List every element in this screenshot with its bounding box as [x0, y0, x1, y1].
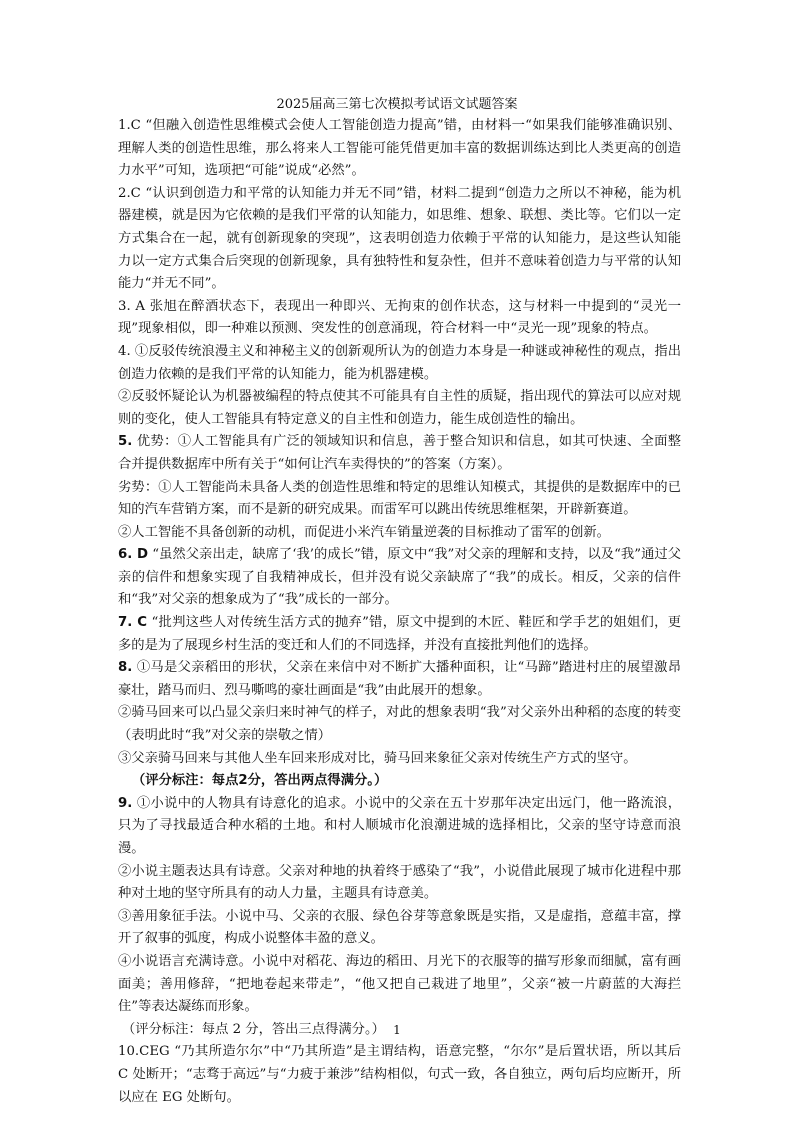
scoring-note-9: （评分标注：每点 2 分，答出三点得满分。）	[122, 1021, 385, 1037]
answer-4-point-1: 4. ①反驳传统浪漫主义和神秘主义的创新观所认为的创造力本身是一种谜或神秘性的观点，指出创造力依赖的是我们平常的认知能力，能为机器建模。	[118, 343, 681, 382]
answer-9-point-1-text: ①小说中的人物具有诗意化的追求。小说中的父亲在五十岁那年决定出远门，他一路流浪，只为了寻找最适合种水稻的土地。和村人顺城市化浪潮进城的选择相比，父亲的坚守诗意而浪漫。	[118, 795, 681, 856]
answer-1: 1.C “但融入创造性思维模式会使人工智能创造力提高”错，由材料一“如果我们能够准确识别、理解人类的创造性思维，那么将来人工智能可能凭借更加丰富的数据训练达到比人类更高的创造力水平”可知，选项把“可能”说成“必然”。	[118, 118, 681, 179]
answer-9-point-4: ④小说语言充满诗意。小说中对稻花、海边的稻田、月光下的衣服等的描写形象而细腻，富有画面美；善用修辞，“把地卷起来带走”，“他又把自己栽进了地里”，父亲“被一片蔚蓝的大海拦住”等表达凝练而形象。	[118, 953, 681, 1015]
page-number: 1	[393, 1023, 401, 1037]
answer-4-point-2: ②反驳怀疑论认为机器被编程的特点使其不可能具有自主性的质疑，指出现代的算法可以应对规则的变化，使人工智能具有特定意义的自主性和创造力，能生成创造性的输出。	[118, 389, 681, 427]
answer-7-text: “批判这些人对传统生活方式的抛弃”错，原文中提到的木匠、鞋匠和学手艺的姐姐们，更多的是为了展现乡村生活的变迁和人们的不同选择，并没有直接批判他们的选择。	[118, 615, 681, 653]
answer-8-point-2: ②骑马回来可以凸显父亲归来时神气的样子，对此的想象表明“我”对父亲外出种稻的态度的转变（表明此时“我”对父亲的崇敬之情）	[118, 705, 681, 744]
answer-5-number: 5.	[118, 434, 133, 450]
answer-5-disadvantage-2: ②人工智能不具备创新的动机，而促进小米汽车销量逆袭的目标推动了雷军的创新。	[118, 524, 610, 540]
answer-9-number: 9.	[118, 795, 133, 811]
answer-2: 2.C “认识到创造力和平常的认知能力并无不同”错，材料二提到“创造力之所以不神秘，能为机器建模，就是因为它依赖的是我们平常的认知能力，如思维、想象、联想、类比等。它们以一定方式集合在一起，就有创新现象的突现”，这表明创造力依赖于平常的认知能力，是这些认知能力以一定方式集合后突现的创新现象，具有独特性和复杂性，但并不意味着创造力与平常的认知能力“并无不同”。	[118, 185, 681, 292]
answer-9-point-3: ③善用象征手法。小说中马、父亲的衣服、绿色谷芽等意象既是实指，又是虚指，意蕴丰富，撑开了叙事的弧度，构成小说整体丰盈的意义。	[118, 908, 681, 947]
answer-8-point-1	[118, 657, 681, 702]
answer-7	[118, 612, 681, 657]
answer-9-point-1	[118, 793, 681, 861]
answer-7-number: 7. C	[118, 615, 147, 631]
answer-6	[118, 544, 681, 612]
answer-5-disadvantage-1: 劣势：①人工智能尚未具备人类的创造性思维和特定的思维认知模式，其提供的是数据库中的已知的汽车营销方案，而不是新的研究成果。而雷军可以跳出传统思维框架，开辟新赛道。	[118, 479, 681, 518]
answer-8-number: 8.	[118, 660, 133, 676]
scoring-note-8: （评分标注：每点2分，答出两点得满分。）	[132, 773, 388, 789]
answer-body	[118, 115, 681, 1109]
answer-8-point-1-text: ①马是父亲稻田的形状，父亲在来信中对不断扩大播种面积，让“马蹄”踏进村庄的展望激昂豪壮，踏马而归、烈马嘶鸣的豪壮画面是“我”由此展开的想象。	[118, 660, 681, 698]
answer-5-advantage	[118, 431, 681, 476]
answer-6-text: “虽然父亲出走，缺席了‘我’的成长”错，原文中“我”对父亲的理解和支持，以及“我”通过父亲的信件和想象实现了自我精神成长，但并没有说父亲缺席了“我”的成长。相反，父亲的信件和“我”对父亲的想象成为了“我”成长的一部分。	[118, 547, 681, 608]
answer-5-advantage-text: 优势：①人工智能具有广泛的领域知识和信息，善于整合知识和信息，如其可快速、全面整合并提供数据库中所有关于“如何让汽车卖得快的”的答案（方案）。	[118, 434, 681, 472]
answer-8-point-3: ③父亲骑马回来与其他人坐车回来形成对比，骑马回来象征父亲对传统生产方式的坚守。	[118, 750, 637, 766]
answer-9-point-2: ②小说主题表达具有诗意。父亲对种地的执着终于感染了“我”，小说借此展现了城市化进程中那种对土地的坚守所具有的动人力量，主题具有诗意美。	[118, 863, 681, 902]
answer-3: 3. A 张旭在醉酒状态下，表现出一种即兴、无拘束的创作状态，这与材料一中提到的“灵光一现”现象相似，即一种难以预测、突发性的创意涌现，符合材料一中“灵光一现”现象的特点。	[118, 298, 681, 337]
answer-6-number: 6. D	[118, 547, 148, 563]
page-title: 2025届高三第七次模拟考试语文试题答案	[276, 97, 518, 112]
answer-10: 10.CEG “乃其所造尔尔”中“乃其所造”是主谓结构，语意完整，“尔尔”是后置状语，所以其后 C 处断开；“志骛于高远”与“力疲于兼涉”结构相似，句式一致，各自独立，两句后均应断开，所以应在 EG 处断句。	[118, 1044, 681, 1105]
